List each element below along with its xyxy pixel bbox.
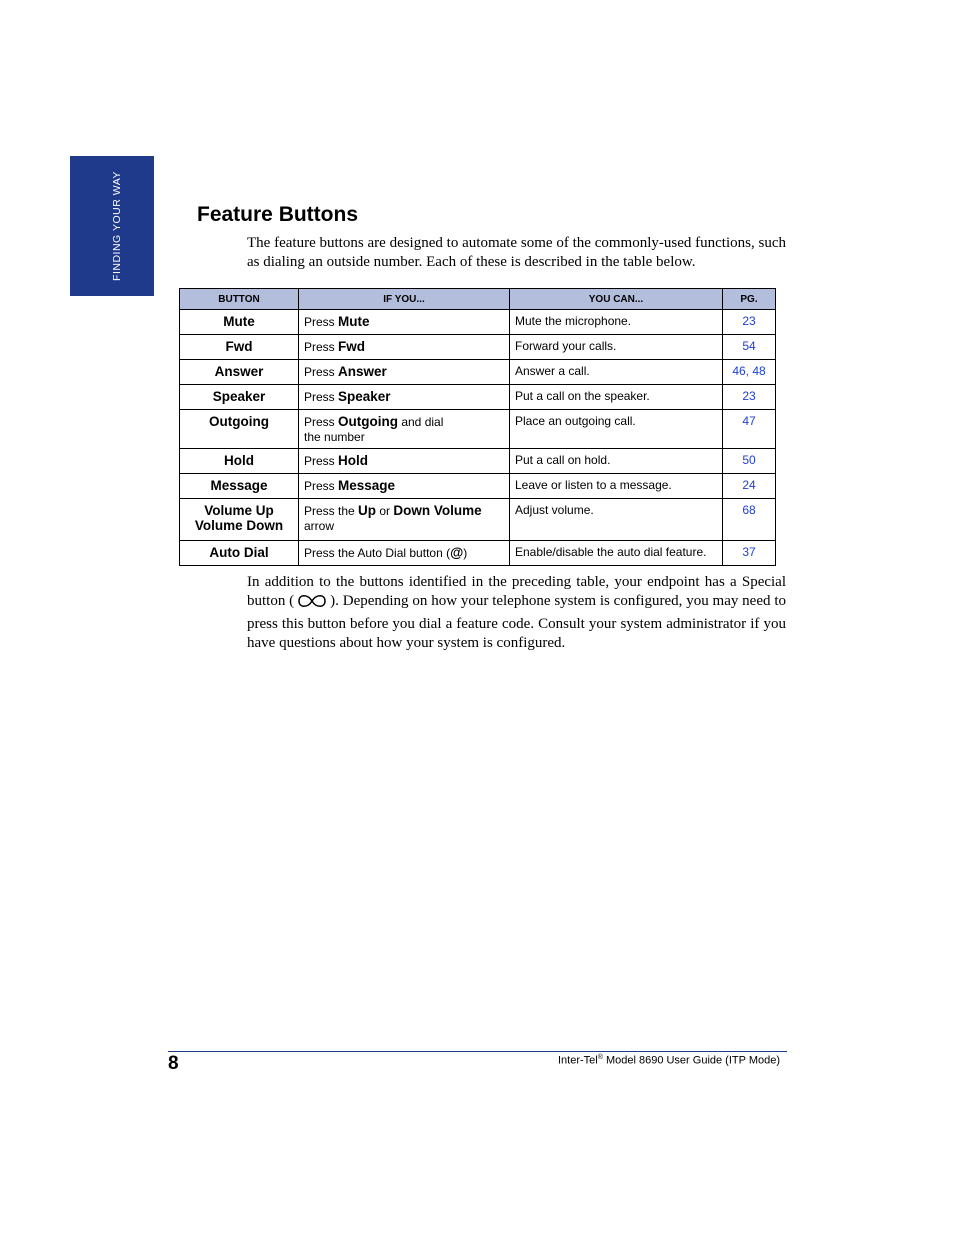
if-you-cell: Press Hold	[299, 449, 510, 474]
you-can-cell: Forward your calls.	[510, 335, 723, 360]
if-you-cell: Press the Auto Dial button (@)	[299, 541, 510, 566]
page-ref[interactable]	[723, 385, 776, 410]
table-row	[180, 360, 776, 385]
footer-title: Inter-Tel® Model 8690 User Guide (ITP Mode)	[557, 1054, 780, 1067]
page-link[interactable]: 37	[742, 545, 756, 559]
header-button: BUTTON	[180, 289, 299, 310]
if-you-cell: Press Fwd	[299, 335, 510, 360]
header-if-you: IF YOU...	[299, 289, 510, 310]
button-name: Volume Up Volume Down	[180, 499, 299, 541]
table-header-row	[180, 289, 776, 310]
page-link[interactable]: 23	[742, 314, 756, 328]
button-name: Message	[180, 474, 299, 499]
table-row	[180, 449, 776, 474]
page-link[interactable]: 54	[742, 339, 756, 353]
button-name: Outgoing	[180, 410, 299, 449]
page-link[interactable]: 47	[742, 414, 756, 428]
page-link[interactable]: 46, 48	[732, 364, 766, 378]
page-link[interactable]: 68	[742, 503, 756, 517]
header-pg: PG.	[723, 289, 776, 310]
intro-paragraph: The feature buttons are designed to automate some of the commonly-used functions, such as dialing an outside number. Each of these is described in the table below.	[247, 235, 786, 270]
you-can-cell: Leave or listen to a message.	[510, 474, 723, 499]
you-can-cell: Enable/disable the auto dial feature.	[510, 541, 723, 566]
if-you-cell: Press Mute	[299, 310, 510, 335]
page-link[interactable]: 24	[742, 478, 756, 492]
table-row	[180, 385, 776, 410]
button-name: Auto Dial	[180, 541, 299, 566]
if-you-cell: Press Answer	[299, 360, 510, 385]
you-can-cell: Put a call on the speaker.	[510, 385, 723, 410]
table-row	[180, 335, 776, 360]
chapter-tab	[70, 156, 154, 296]
button-name: Answer	[180, 360, 299, 385]
button-name: Mute	[180, 310, 299, 335]
footer-rule	[168, 1051, 787, 1052]
page-ref[interactable]	[723, 499, 776, 541]
chapter-tab-label: FINDING YOUR WAY	[111, 171, 123, 281]
button-name: Hold	[180, 449, 299, 474]
page-ref[interactable]	[723, 449, 776, 474]
special-button-paragraph: In addition to the buttons identified in the preceding table, your endpoint has a Special button ( ). Depending on how your telephone system is configured, you may need to press this button before you dial a feature code. Consult your system administrator if you have questions about how your system is configured.	[247, 574, 786, 651]
if-you-cell: Press Speaker	[299, 385, 510, 410]
header-you-can: YOU CAN...	[510, 289, 723, 310]
feature-buttons-table	[179, 288, 776, 566]
page-link[interactable]: 50	[742, 453, 756, 467]
you-can-cell: Place an outgoing call.	[510, 410, 723, 449]
table-row	[180, 310, 776, 335]
you-can-cell: Put a call on hold.	[510, 449, 723, 474]
page-ref[interactable]	[723, 410, 776, 449]
table-row	[180, 541, 776, 566]
if-you-cell: Press Message	[299, 474, 510, 499]
special-infinity-icon	[296, 593, 328, 615]
page-link[interactable]: 23	[742, 389, 756, 403]
table-row	[180, 410, 776, 449]
page-ref[interactable]	[723, 335, 776, 360]
button-name: Fwd	[180, 335, 299, 360]
if-you-cell: Press the Up or Down Volume arrow	[299, 499, 510, 541]
button-name: Speaker	[180, 385, 299, 410]
you-can-cell: Mute the microphone.	[510, 310, 723, 335]
page-title: Feature Buttons	[197, 203, 359, 226]
you-can-cell: Adjust volume.	[510, 499, 723, 541]
table-row	[180, 474, 776, 499]
page-ref[interactable]	[723, 541, 776, 566]
page-ref[interactable]	[723, 474, 776, 499]
page-number: 8	[168, 1053, 179, 1074]
you-can-cell: Answer a call.	[510, 360, 723, 385]
table-row	[180, 499, 776, 541]
page-ref[interactable]	[723, 360, 776, 385]
if-you-cell: Press Outgoing and dial the number	[299, 410, 510, 449]
page-ref[interactable]	[723, 310, 776, 335]
